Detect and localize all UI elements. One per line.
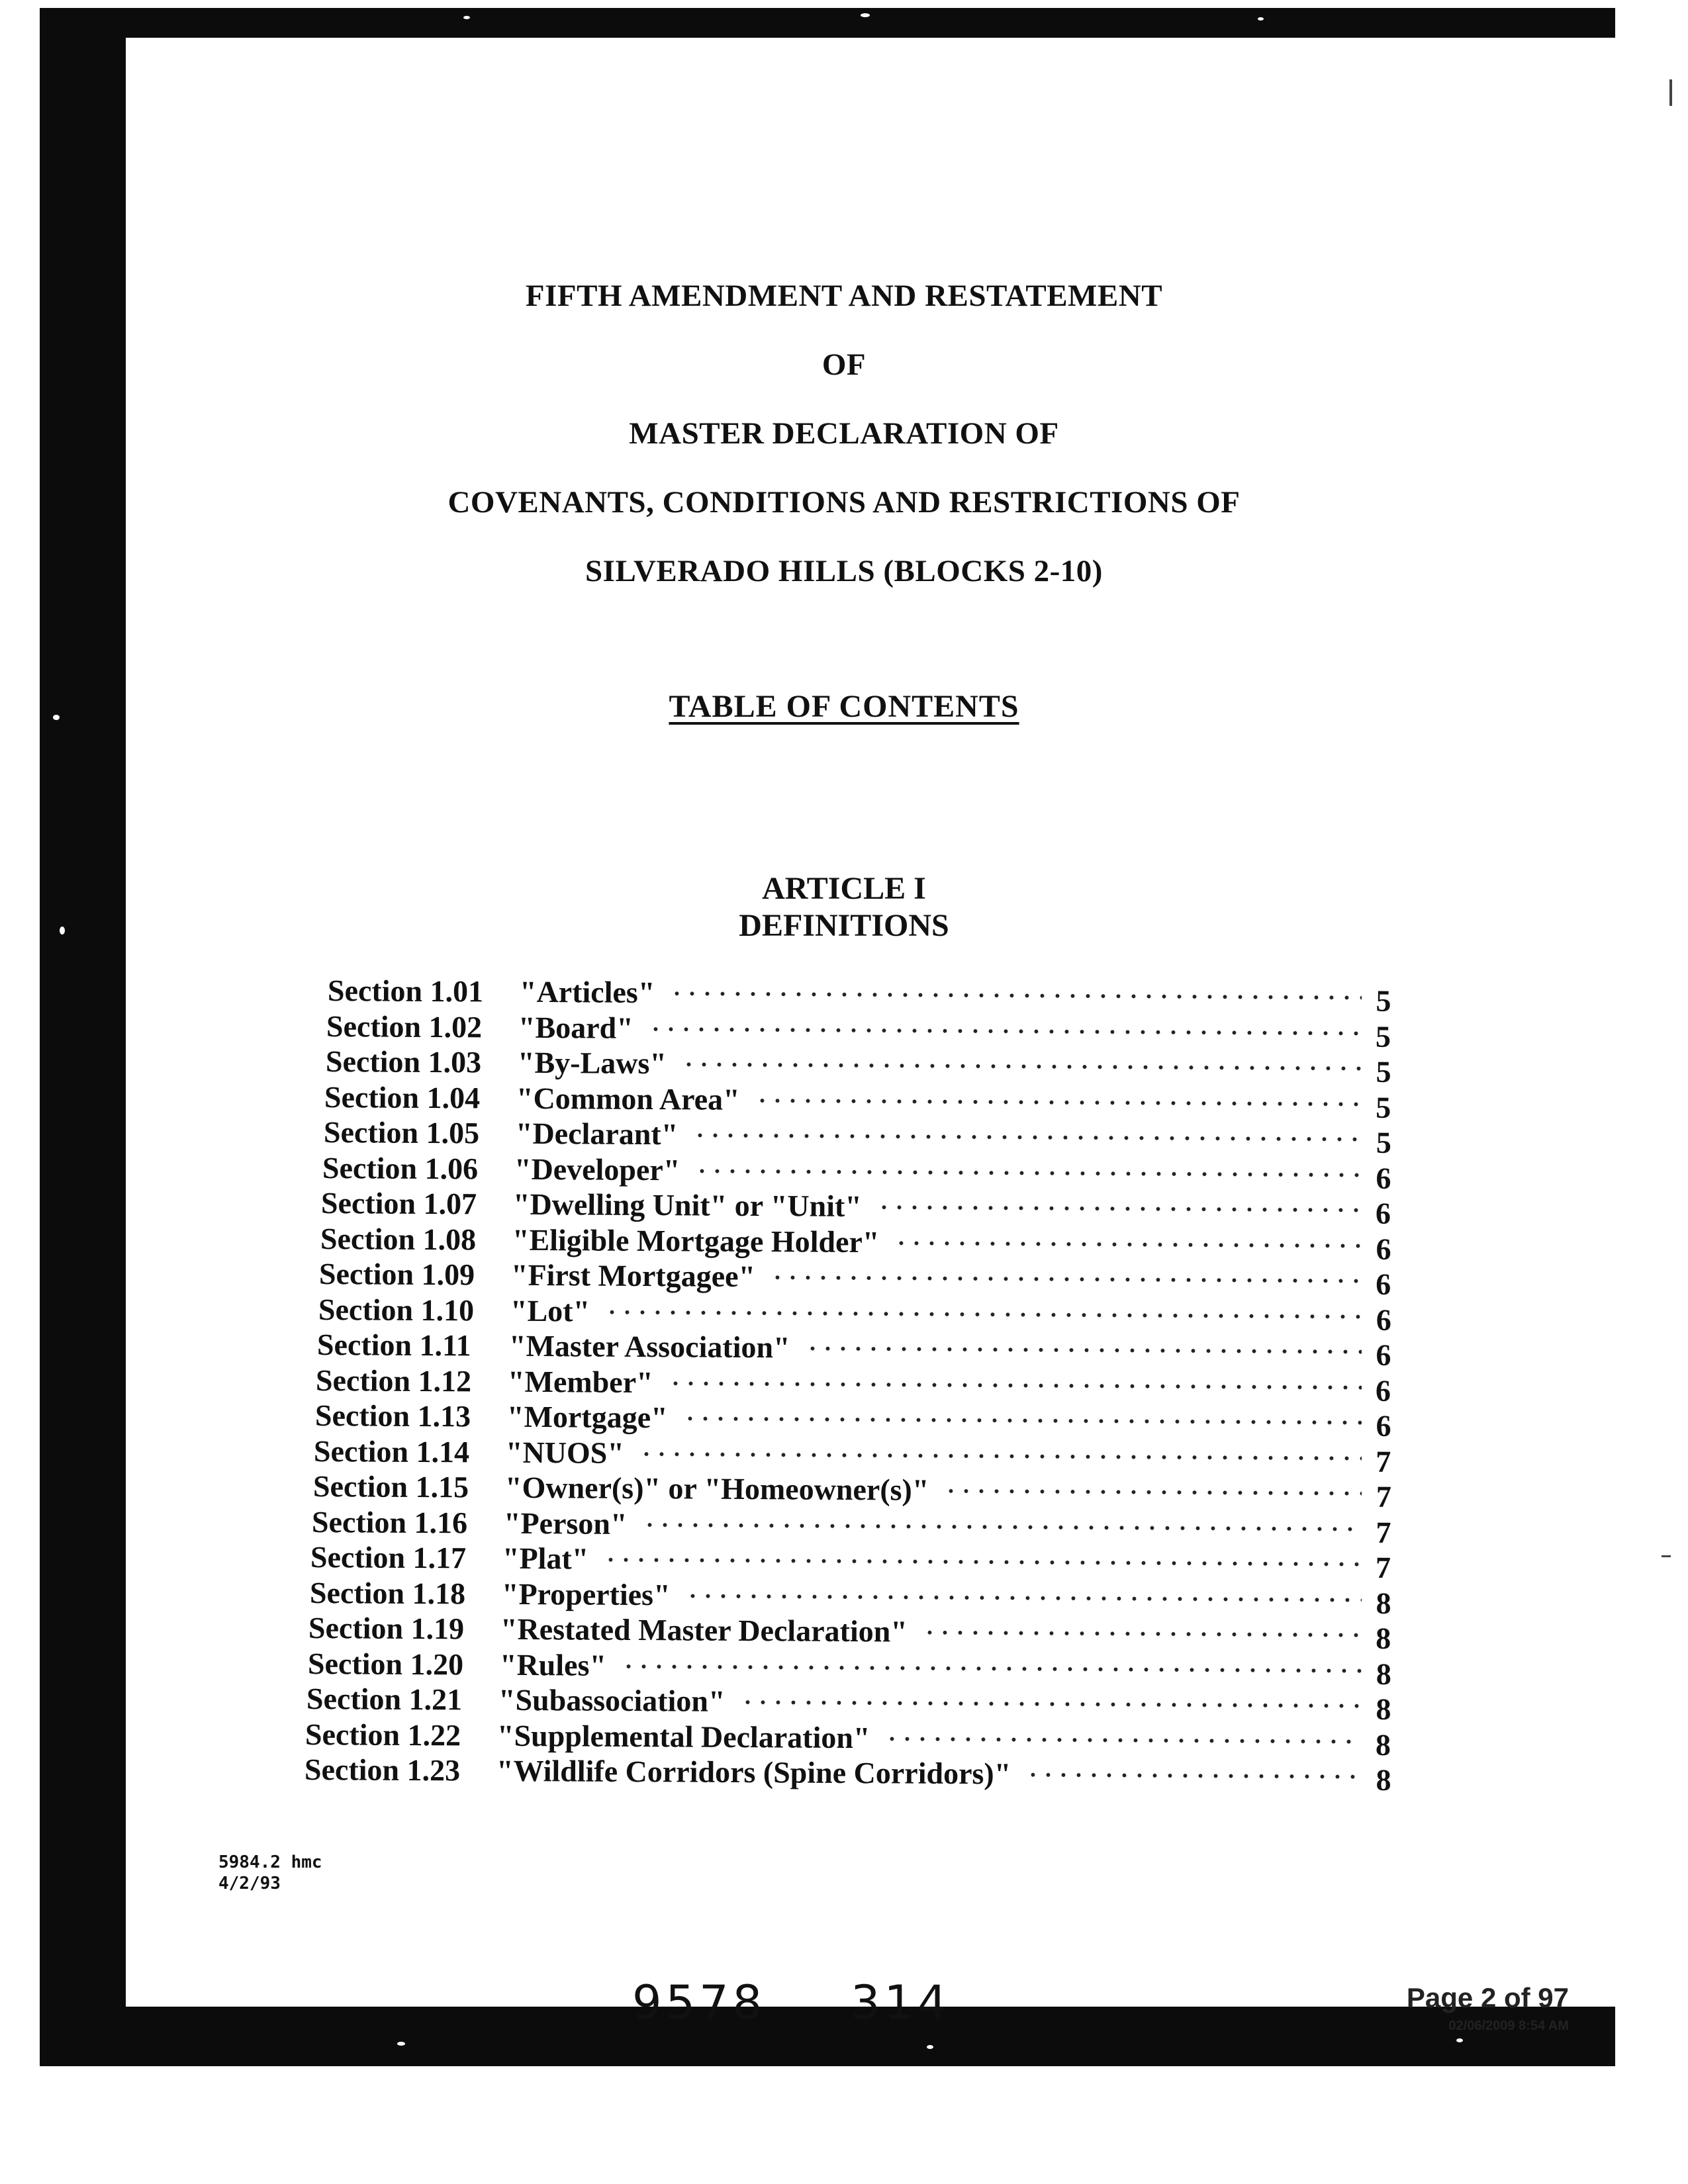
toc-dot-leader — [682, 1416, 1362, 1425]
scan-speck — [1575, 199, 1581, 208]
scan-speck — [1582, 794, 1589, 801]
document-title — [0, 261, 1688, 606]
toc-entry — [325, 1044, 1393, 1089]
toc-section-title: "Board" — [518, 1010, 634, 1045]
toc-dot-leader — [603, 1557, 1362, 1567]
toc-section-number: Section 1.15 — [312, 1469, 469, 1504]
toc-page-number: 7 — [1376, 1444, 1391, 1479]
toc-section-title: "Restated Master Declaration" — [500, 1612, 908, 1649]
toc-entry — [312, 1469, 1393, 1514]
toc-section-title: "Wildlife Corridors (Spine Corridors)" — [496, 1753, 1011, 1791]
toc-section-number: Section 1.11 — [316, 1328, 471, 1363]
toc-dot-leader — [943, 1488, 1362, 1496]
toc-page-number: 8 — [1376, 1727, 1391, 1762]
toc-page-number: 5 — [1376, 983, 1391, 1018]
toc-section-title: "Lot" — [510, 1293, 590, 1328]
toc-section-title: "Supplemental Declaration" — [497, 1718, 871, 1754]
toc-section-number: Section 1.22 — [305, 1717, 461, 1752]
toc-section-title: "Declarant" — [515, 1116, 678, 1152]
toc-dot-leader — [621, 1663, 1362, 1673]
toc-dot-leader — [668, 1381, 1362, 1390]
scan-speck — [927, 2045, 933, 2049]
toc-page-number: 5 — [1376, 1019, 1391, 1054]
toc-dot-leader — [805, 1346, 1362, 1355]
toc-section-number: Section 1.01 — [327, 974, 484, 1009]
toc-page-number: 6 — [1376, 1267, 1391, 1301]
toc-page-number: 7 — [1376, 1479, 1391, 1514]
toc-dot-leader — [604, 1309, 1362, 1319]
title-line-5: SILVERADO HILLS (BLOCKS 2-10) — [585, 554, 1103, 588]
toc-section-number: Section 1.08 — [320, 1221, 477, 1256]
toc-entry — [308, 1610, 1393, 1653]
toc-section-title: "Person" — [503, 1506, 628, 1541]
article-name: DEFINITIONS — [739, 908, 949, 943]
toc-section-title: "Subassociation" — [498, 1682, 726, 1718]
toc-section-number: Section 1.21 — [306, 1682, 463, 1717]
toc-entry — [319, 1256, 1393, 1301]
article-number: ARTICLE I — [762, 871, 926, 906]
toc-section-number: Section 1.18 — [309, 1575, 466, 1610]
toc-dot-leader — [642, 1522, 1362, 1532]
toc-section-title: "Mortgage" — [506, 1399, 668, 1435]
toc-section-number: Section 1.20 — [307, 1646, 463, 1681]
toc-page-number: 5 — [1376, 1125, 1391, 1160]
toc-entry — [323, 1115, 1393, 1160]
toc-section-title: "Articles" — [519, 974, 655, 1010]
toc-entry — [306, 1681, 1393, 1727]
toc-section-title: "Common Area" — [516, 1081, 741, 1116]
toc-section-title: "Rules" — [499, 1647, 606, 1682]
toc-page-number: 5 — [1376, 1054, 1391, 1089]
toc-dot-leader — [648, 1026, 1362, 1036]
toc-page-number: 6 — [1376, 1161, 1391, 1195]
toc-section-number: Section 1.07 — [321, 1186, 477, 1221]
toc-page-number: 8 — [1376, 1621, 1391, 1655]
toc-section-title: "First Mortgagee" — [511, 1257, 756, 1294]
article-heading — [0, 870, 1688, 944]
toc-entry — [327, 973, 1393, 1018]
toc-dot-leader — [669, 991, 1362, 1000]
toc-section-number: Section 1.06 — [322, 1150, 479, 1185]
toc-dot-leader — [639, 1451, 1362, 1461]
reference-date: 4/2/93 — [218, 1874, 281, 1893]
margin-mark — [1662, 1555, 1671, 1557]
toc-heading: TABLE OF CONTENTS — [669, 689, 1019, 724]
reference-code — [218, 1852, 322, 1894]
toc-section-title: "Properties" — [501, 1576, 671, 1612]
toc-section-number: Section 1.17 — [310, 1540, 467, 1575]
toc-section-number: Section 1.03 — [325, 1044, 482, 1079]
toc-section-number: Section 1.13 — [314, 1398, 471, 1433]
toc-dot-leader — [894, 1240, 1362, 1248]
toc-section-number: Section 1.16 — [311, 1504, 468, 1539]
print-timestamp: 02/06/2009 8:54 AM — [1448, 2019, 1569, 2033]
toc-section-number: Section 1.09 — [319, 1257, 475, 1292]
toc-entry — [310, 1539, 1393, 1582]
scan-speck — [1456, 2038, 1463, 2042]
toc-page-number: 6 — [1376, 1408, 1391, 1443]
toc-dot-leader — [884, 1736, 1362, 1744]
toc-section-number: Section 1.14 — [314, 1433, 470, 1469]
toc-section-title: "Eligible Mortgage Holder" — [512, 1222, 880, 1259]
toc-page-number: 6 — [1376, 1196, 1391, 1230]
toc-dot-leader — [755, 1097, 1362, 1107]
toc-section-number: Section 1.02 — [326, 1009, 483, 1044]
toc-dot-leader — [922, 1630, 1362, 1638]
toc-dot-leader — [694, 1168, 1362, 1177]
toc-dot-leader — [740, 1700, 1362, 1709]
reference-id: 5984.2 hmc — [218, 1852, 322, 1872]
toc-dot-leader — [1025, 1772, 1362, 1780]
toc-page-number: 7 — [1376, 1550, 1391, 1584]
toc-section-title: "Developer" — [514, 1152, 680, 1187]
toc-section-title: "Master Association" — [508, 1328, 790, 1365]
toc-section-title: "Owner(s)" or "Homeowner(s)" — [504, 1470, 929, 1507]
toc-section-title: "Plat" — [502, 1541, 589, 1576]
toc-entry — [316, 1327, 1393, 1372]
toc-page-number: 6 — [1376, 1232, 1391, 1266]
title-line-1: FIFTH AMENDMENT AND RESTATEMENT — [525, 279, 1163, 313]
toc-section-title: "NUOS" — [506, 1435, 625, 1470]
stamp-number-left: 9578 — [632, 1976, 767, 2030]
toc-entry — [321, 1185, 1393, 1228]
toc-page-number: 5 — [1376, 1090, 1391, 1124]
toc-entry — [314, 1398, 1393, 1443]
toc-dot-leader — [681, 1062, 1362, 1071]
toc-page-number: 6 — [1376, 1302, 1391, 1337]
toc-page-number: 7 — [1376, 1515, 1391, 1549]
scan-speck — [1258, 17, 1264, 21]
scan-speck — [397, 2042, 405, 2046]
toc-page-number: 8 — [1376, 1586, 1391, 1620]
toc-page-number: 8 — [1376, 1657, 1391, 1691]
margin-mark — [1669, 79, 1672, 106]
toc-section-number: Section 1.05 — [323, 1115, 479, 1150]
toc-section-number: Section 1.19 — [308, 1611, 465, 1646]
toc-page-number: 8 — [1376, 1692, 1391, 1727]
toc-entry — [304, 1752, 1393, 1797]
title-line-2: OF — [821, 347, 867, 382]
toc-dot-leader — [692, 1132, 1362, 1142]
toc-dot-leader — [770, 1275, 1362, 1283]
toc-section-number: Section 1.12 — [316, 1363, 472, 1398]
toc-dot-leader — [685, 1593, 1362, 1602]
toc-section-number: Section 1.10 — [318, 1292, 474, 1327]
scan-speck — [463, 16, 470, 19]
toc-dot-leader — [876, 1205, 1362, 1212]
toc-page-number: 6 — [1376, 1373, 1391, 1408]
page-counter: Page 2 of 97 — [1406, 1982, 1569, 2013]
toc-section-number: Section 1.23 — [304, 1752, 461, 1788]
stamp-number-right: 314 — [851, 1976, 951, 2030]
toc-section-title: "Member" — [508, 1364, 654, 1399]
toc-page-number: 6 — [1376, 1338, 1391, 1372]
toc-section-title: "By-Laws" — [517, 1045, 667, 1081]
toc-section-title: "Dwelling Unit" or "Unit" — [513, 1187, 863, 1223]
title-line-4: COVENANTS, CONDITIONS AND RESTRICTIONS OF — [447, 485, 1241, 520]
toc-section-number: Section 1.04 — [324, 1079, 481, 1115]
toc-page-number: 8 — [1376, 1762, 1391, 1797]
title-line-3: MASTER DECLARATION OF — [629, 416, 1059, 451]
scan-speck — [861, 13, 870, 17]
